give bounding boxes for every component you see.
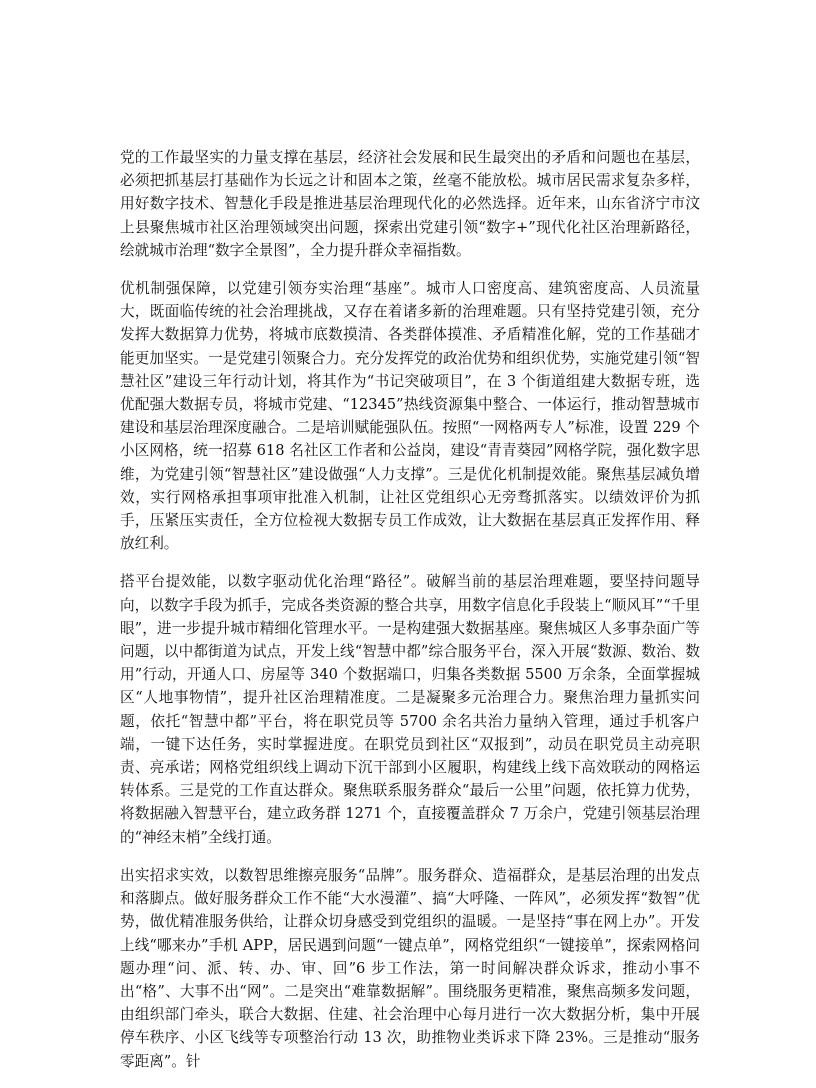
paragraph-platform: 搭平台提效能，以数字驱动优化治理“路径”。破解当前的基层治理难题，要坚持问题导向，以数字手段为抓手，完成各类资源的整合共享，用数字信息化手段装上“顺风耳”“千里眼”，进一步提升城市精细化管理水平。一是构建强大数据基座。聚焦城区人多事杂面广等问题，以中都街道为试点，开发上线“智慧中都”综合服务平台，深入开展“数源、数治、数用”行动，开通人口、房屋等 340 个数据端口，归集各类数据 5500 万余条，全面掌握城区“人地事物情”，提升社区治理精准度。二是凝聚多元治理合力。聚焦治理力量抓实问题，依托“智慧中都”平台，将在职党员等 5700 余名共治力量纳入管理，通过手机客户端，一键下达任务，实时掌握进度。在职党员到社区“双报到”，动员在职党员主动亮职责、亮承诺；网格党组织线上调动下沉干部到小区履职，构建线上线下高效联动的网格运转体系。三是党的工作直达群众。聚焦联系服务群众“最后一公里”问题，依托算力优势，将数据融入智慧平台，建立政务群 1271 个，直接覆盖群众 7 万余户，党建引领基层治理的“神经末梢”全线打通。: [120, 573, 700, 846]
paragraph-intro: 党的工作最坚实的力量支撑在基层，经济社会发展和民生最突出的矛盾和问题也在基层，必须把抓基层打基础作为长远之计和固本之策，丝毫不能放松。城市居民需求复杂多样，用好数字技术、智慧化手段是推进基层治理现代化的必然选择。近年来，山东省济宁市汶上县聚焦城市社区治理领域突出问题，探索出党建引领“数字+”现代化社区治理新路径，绘就城市治理“数字全景图”，全力提升群众幸福指数。: [120, 149, 700, 259]
paragraph-service: 出实招求实效，以数智思维擦亮服务“品牌”。服务群众、造福群众，是基层治理的出发点和落脚点。做好服务群众工作不能“大水漫灌”、搞“大呼隆、一阵风”，必须发挥“数智”优势，做优精准服务供给，让群众切身感受到党组织的温暖。一是坚持“事在网上办”。开发上线“哪来办”手机 APP，居民遇到问题“一键点单”，网格党组织“一键接单”，探索网格问题办理“问、派、转、办、审、回”6 步工作法，第一时间解决群众诉求，推动小事不出“格”、大事不出“网”。二是突出“难靠数据解”。围绕服务更精准，聚焦高频多发问题，由组织部门牵头，联合大数据、住建、社会治理中心每月进行一次大数据分析，集中开展停车秩序、小区飞线等专项整治行动 13 次，助推物业类诉求下降 23%。三是推动“服务零距离”。针: [120, 866, 700, 1070]
document-body: [120, 146, 700, 1088]
paragraph-mechanism: 优机制强保障，以党建引领夯实治理“基座”。城市人口密度高、建筑密度高、人员流量大，既面临传统的社会治理挑战，又存在着诸多新的治理难题。只有坚持党建引领，充分发挥大数据算力优势，将城市底数摸清、各类群体摸准、矛盾精准化解，党的工作基础才能更加坚实。一是党建引领聚合力。充分发挥党的政治优势和组织优势，实施党建引领“智慧社区”建设三年行动计划，将其作为“书记突破项目”，在 3 个街道组建大数据专班，选优配强大数据专员，将城市党建、“12345”热线资源集中整合、一体运行，推动智慧城市建设和基层治理深度融合。二是培训赋能强队伍。按照“一网格两专人”标准，设置 229 个小区网格，统一招募 618 名社区工作者和公益岗，建设“青青葵园”网格学院，强化数字思维，为党建引领“智慧社区”建设做强“人力支撑”。三是优化机制提效能。聚焦基层减负增效，实行网格承担事项审批准入机制，让社区党组织心无旁骛抓落实。以绩效评价为抓手，压紧压实责任，全方位检视大数据专员工作成效，让大数据在基层真正发挥作用、释放红利。: [120, 280, 700, 553]
